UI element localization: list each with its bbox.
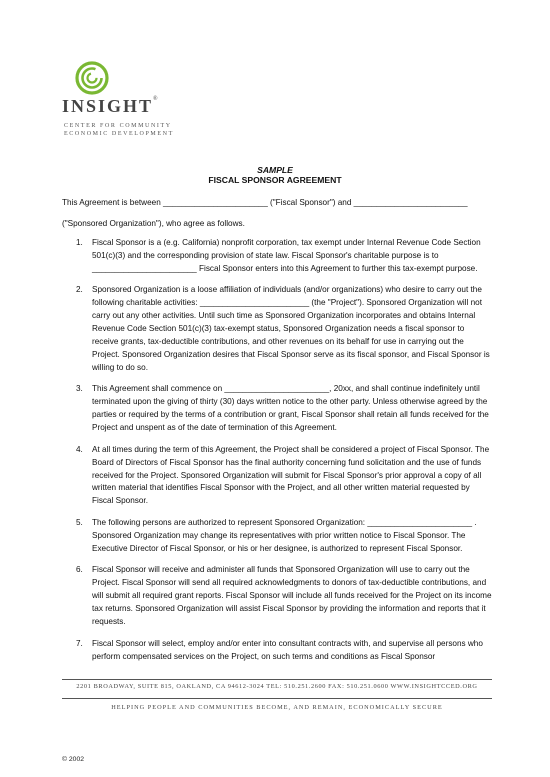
clause-4 [62, 444, 492, 509]
clause-3 [62, 383, 492, 435]
clause-text: At all times during the term of this Agreement, the Project shall be considered a project of Fiscal Sponsor. The Board of Directors of Fiscal Sponsor has the final authority concerning fund solicitation and the use of funds received for the Project. Sponsored Organization will submit for Fiscal Sponsor's prior approval a copy of all written material that identifies Fiscal Sponsor with the Project, and all other written material requested by Fiscal Sponsor. [92, 444, 490, 506]
clause-text: This Agreement shall commence on _______________________, 20xx, and shall continue indefinitely until terminated upon the giving of thirty (30) days written notice to the other party. Unless otherwise agreed by the parties or required by the terms of a contribution or grant, Fiscal Sponsor shall retain all funds received for the Project and unspent as of the date of termination of this Agreement. [92, 384, 489, 433]
footer-tagline: HELPING PEOPLE AND COMMUNITIES BECOME, AND REMAIN, ECONOMICALLY SECURE [111, 704, 443, 711]
clause-text: Fiscal Sponsor is a (e.g. California) nonprofit corporation, tax exempt under Internal Revenue Code Section 501(c)(3) and the corresponding provision of state law. Fiscal Sponsor's charitable purpose is to _______________________ Fiscal Sponsor enters into this Agreement to further this tax-exempt purpose. [92, 238, 481, 273]
clause-6 [62, 564, 492, 629]
clause-2 [62, 284, 492, 374]
clause-number: 3. [76, 384, 83, 394]
clause-number: 1. [76, 238, 83, 247]
logo-wordmark: INSIGHT® [62, 96, 160, 116]
logo-subtitle-line1: CENTER FOR COMMUNITY [64, 123, 172, 129]
document-title: FISCAL SPONSOR AGREEMENT [208, 175, 342, 185]
clause-text: Fiscal Sponsor will receive and administer all funds that Sponsored Organization will use to carry out the Project. Fiscal Sponsor will send all required acknowledgments to donors of tax-deductible contributions, and will submit all required grant reports. Fiscal Sponsor will include all funds received for the Project on its income tax returns. Sponsored Organization will assist Fiscal Sponsor by providing the information and reports that it requests. [92, 565, 492, 626]
clause-number: 6. [76, 565, 83, 575]
clause-7 [62, 638, 492, 664]
sample-label: SAMPLE [257, 165, 293, 175]
clause-number: 7. [76, 638, 83, 648]
clause-number: 2. [76, 285, 83, 295]
footer-address: 2201 BROADWAY, SUITE 815, OAKLAND, CA 94612-3024 TEL: 510.251.2600 FAX: 510.251.0600 WWW.INSIGHTCCED.ORG [76, 683, 478, 690]
clause-number: 5. [76, 517, 83, 527]
clause-text: Fiscal Sponsor will select, employ and/or enter into consultant contracts with, and supervise all persons who perform compensated services on the Project, on such terms and conditions as Fiscal Sponsor [92, 638, 483, 661]
clause-5 [62, 517, 492, 556]
clause-1 [62, 237, 492, 276]
spiral-icon [62, 60, 110, 100]
footer-divider-top [62, 679, 492, 680]
intro-line-2: ("Sponsored Organization"), who agree as follows. [62, 219, 245, 228]
clause-text: The following persons are authorized to represent Sponsored Organization: _______________________ . Sponsored Organization may change its representatives with prior written notice to Fiscal Sponsor. The Executive Director of Fiscal Sponsor, or his or her designee, is authorized to represent Fiscal Sponsor. [92, 517, 477, 553]
clause-text: Sponsored Organization is a loose affiliation of individuals (and/or organizations) who desire to carry out the following charitable activities: ________________________ (the "Project"). Sponsored Organization will not carry out any other activities. Until such time as Sponsored Organization incorporates and obtains Internal Revenue Code Section 501(c)(3) tax-exempt status, Sponsored Organization needs a fiscal sponsor to receive grants, tax-deductible contributions, and other revenues on its behalf for use in carrying out the Project. Sponsored Organization desires that Fiscal Sponsor serve as its fiscal sponsor, and Fiscal Sponsor is willing to do so. [92, 285, 490, 372]
logo-subtitle-line2: ECONOMIC DEVELOPMENT [64, 131, 174, 137]
clause-number: 4. [76, 444, 83, 454]
intro-line-1: This Agreement is between _______________________ ("Fiscal Sponsor") and _________________________ [62, 198, 468, 207]
copyright-notice: © 2002 [62, 756, 85, 763]
clause-list [62, 237, 492, 672]
footer-divider-bottom [62, 698, 492, 699]
